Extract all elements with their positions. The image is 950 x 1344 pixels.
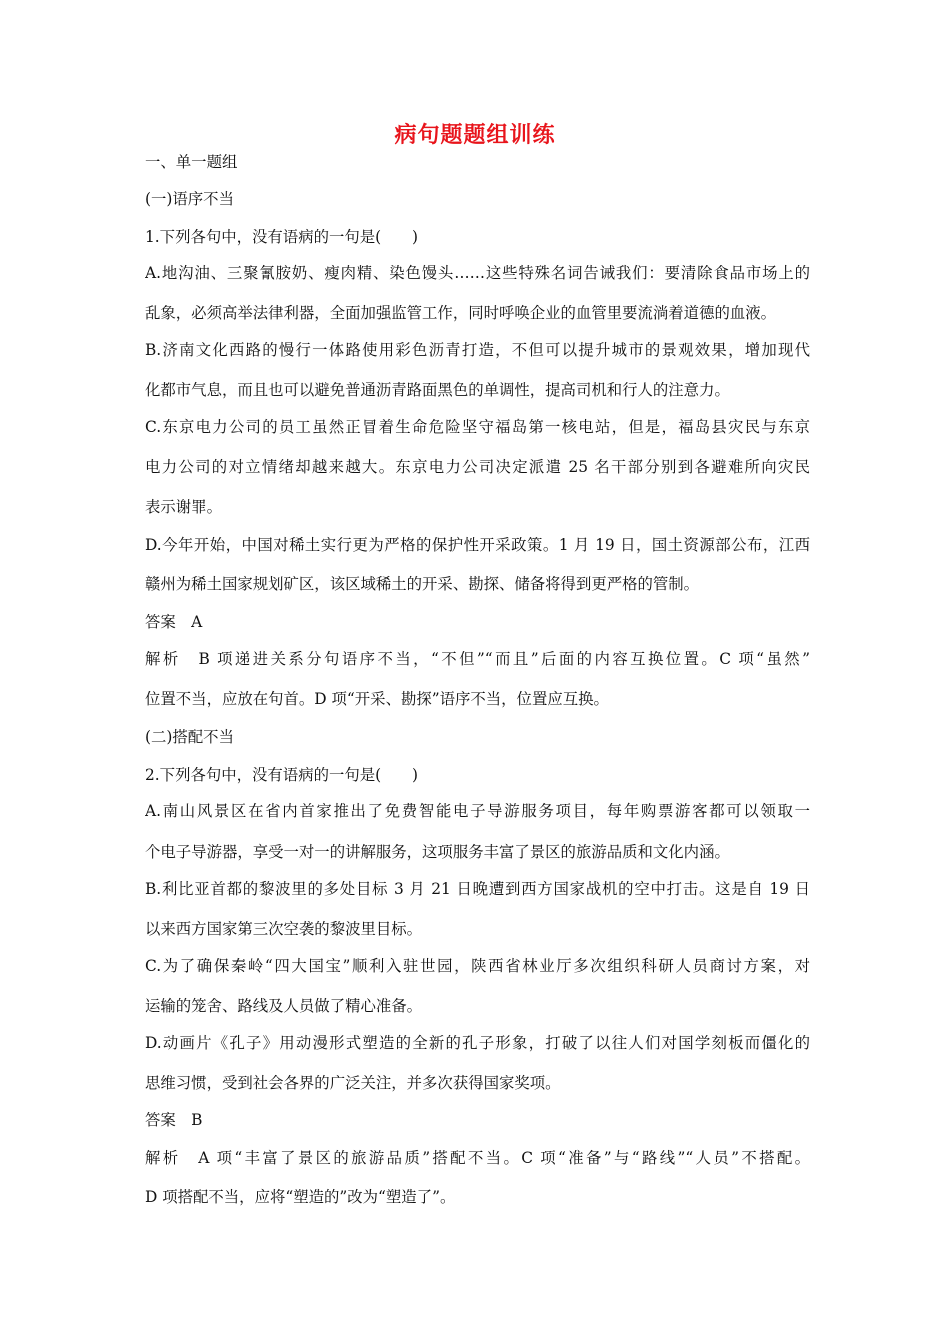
q2-option-d-line-2: 思维习惯，受到社会各界的广泛关注，并多次获得国家奖项。 (145, 1074, 561, 1092)
q1-option-c-line-1: C.东京电力公司的员工虽然正冒着生命危险坚守福岛第一核电站，但是，福岛县灾民与东京 (145, 418, 810, 436)
question-1-stem: 1.下列各句中，没有语病的一句是( ) (145, 228, 418, 246)
q2-option-c-line-1: C.为了确保秦岭“四大国宝”顺利入驻世园，陕西省林业厅多次组织科研人员商讨方案，对 (145, 957, 810, 975)
q2-option-a-line-1: A.南山风景区在省内首家推出了免费智能电子导游服务项目，每年购票游客都可以领取一 (145, 802, 810, 820)
q1-option-a-line-2: 乱象，必须高举法律利器，全面加强监管工作，同时呼唤企业的血管里要流淌着道德的血液。 (145, 304, 777, 322)
page-title: 病句题题组训练 (394, 122, 556, 148)
question-2-stem: 2.下列各句中，没有语病的一句是( ) (145, 766, 418, 784)
q2-answer: 答案 B (145, 1111, 203, 1129)
q2-option-a-line-2: 个电子导游器，享受一对一的讲解服务，这项服务丰富了景区的旅游品质和文化内涵。 (145, 843, 730, 861)
q2-explanation-line-1: 解析 A 项“丰富了景区的旅游品质”搭配不当。C 项“准备”与“路线”“人员”不搭配。 (145, 1149, 810, 1167)
q1-option-c-line-2: 电力公司的对立情绪却越来越大。东京电力公司决定派遣 25 名干部分别到各避难所向灾民 (145, 458, 810, 476)
q1-answer: 答案 A (145, 613, 203, 631)
q1-option-b-line-2: 化都市气息，而且也可以避免普通沥青路面黑色的单调性，提高司机和行人的注意力。 (145, 381, 730, 399)
q2-option-b-line-2: 以来西方国家第三次空袭的黎波里目标。 (145, 920, 423, 938)
q1-option-a-line-1: A.地沟油、三聚氰胺奶、瘦肉精、染色馒头……这些特殊名词告诫我们：要清除食品市场上的 (145, 264, 810, 282)
q1-option-d-line-2: 赣州为稀土国家规划矿区，该区域稀土的开采、勘探、储备将得到更严格的管制。 (145, 575, 700, 593)
q2-explanation-line-2: D 项搭配不当，应将“塑造的”改为“塑造了”。 (145, 1188, 456, 1206)
subsection-heading: (二)搭配不当 (145, 728, 234, 746)
q2-option-b-line-1: B.利比亚首都的黎波里的多处目标 3 月 21 日晚遭到西方国家战机的空中打击。这是自 19 日 (145, 880, 810, 898)
section-heading: 一、单一题组 (145, 153, 238, 171)
q1-explanation-line-1: 解析 B 项递进关系分句语序不当，“不但”“而且”后面的内容互换位置。C 项“虽然” (145, 650, 810, 668)
subsection-heading: (一)语序不当 (145, 190, 234, 208)
q1-option-c-line-3: 表示谢罪。 (145, 498, 222, 516)
q1-option-b-line-1: B.济南文化西路的慢行一体路使用彩色沥青打造，不但可以提升城市的景观效果，增加现代 (145, 341, 810, 359)
q2-option-c-line-2: 运输的笼舍、路线及人员做了精心准备。 (145, 997, 423, 1015)
q1-explanation-line-2: 位置不当，应放在句首。D 项“开采、勘探”语序不当，位置应互换。 (145, 690, 609, 708)
q1-option-d-line-1: D.今年开始，中国对稀土实行更为严格的保护性开采政策。1 月 19 日，国土资源部公布，江西 (145, 536, 810, 554)
q2-option-d-line-1: D.动画片《孔子》用动漫形式塑造的全新的孔子形象，打破了以往人们对国学刻板而僵化的 (145, 1034, 810, 1052)
